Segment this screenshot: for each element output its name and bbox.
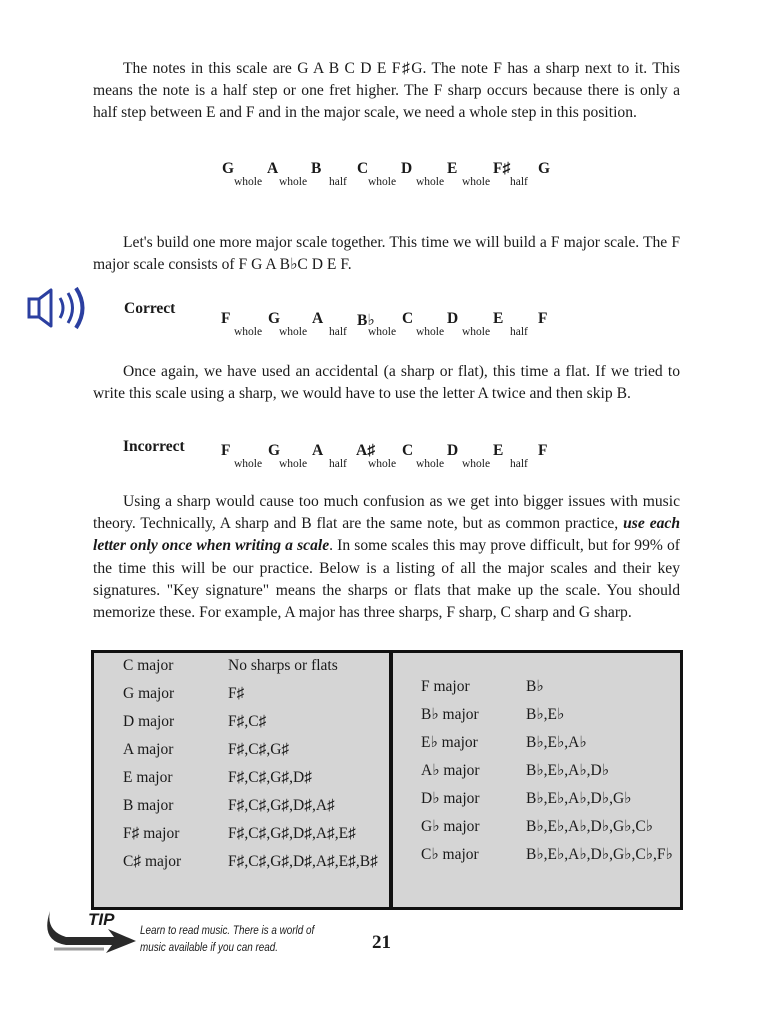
scale-note: F: [538, 442, 548, 459]
tip-label: TIP: [88, 910, 115, 929]
scale-step: whole: [368, 326, 397, 338]
scale-note: C: [402, 310, 414, 327]
key-name: A♭ major: [421, 762, 480, 779]
key-name: C major: [123, 657, 174, 674]
scale-note: E: [493, 442, 504, 459]
scale-step: whole: [462, 176, 491, 188]
key-signature: B♭,E♭,A♭,D♭,G♭,C♭: [526, 818, 653, 835]
scale-step: whole: [416, 176, 445, 188]
paragraph-f-major-intro: Let's build one more major scale together. This time we will build a F major scale. The F major scale consists of F G A B♭C D E F.: [93, 234, 680, 274]
scale-step: whole: [462, 326, 491, 338]
scale-step: whole: [234, 176, 263, 188]
scale-step: whole: [234, 458, 263, 470]
scale-note: F: [538, 310, 548, 327]
scale-note: D: [447, 442, 459, 459]
scale-note: G: [268, 310, 281, 327]
page-number: 21: [372, 932, 391, 953]
key-signature: F♯,C♯,G♯,D♯,A♯: [228, 797, 335, 814]
key-signature: No sharps or flats: [228, 657, 338, 674]
scale-note: C: [357, 160, 369, 177]
key-name: F♯ major: [123, 825, 180, 842]
key-name: E♭ major: [421, 734, 478, 751]
scale-note: E: [447, 160, 458, 177]
paragraph-key-signatures: Using a sharp would cause too much confusion as we get into bigger issues with music theory. Technically, A sharp and B flat are the same note, but as common practice, use each letter only once when writing a scale. In some scales this may prove difficult, but for 99% of the time this will be our practice. Below is a listing of all the major scales and their key signatures. "Key signature" means the sharps or flats that make up the scale. You should memorize these. For example, A major has three sharps, F sharp, C sharp and G sharp.: [93, 493, 681, 622]
scale-note: A: [312, 442, 324, 459]
scale-note: E: [493, 310, 504, 327]
scale-note: B: [311, 160, 322, 177]
scale-note: F: [221, 310, 231, 327]
key-name: D major: [123, 713, 175, 730]
key-signature: B♭: [526, 678, 544, 695]
key-name: F major: [421, 678, 470, 695]
scale-step: whole: [416, 458, 445, 470]
tip-arrow-icon: [44, 905, 138, 959]
scale-f-major-correct: [0, 310, 768, 350]
key-name: G♭ major: [421, 818, 480, 835]
key-name: B♭ major: [421, 706, 479, 723]
scale-step: whole: [279, 326, 308, 338]
scale-step: whole: [368, 458, 397, 470]
key-signature: B♭,E♭,A♭: [526, 734, 587, 751]
key-name: C♭ major: [421, 846, 479, 863]
scale-step: whole: [279, 176, 308, 188]
scale-step: half: [510, 326, 528, 338]
scale-step: whole: [416, 326, 445, 338]
scale-note: A: [267, 160, 279, 177]
paragraph-accidental: Once again, we have used an accidental (a sharp or flat), this time a flat. If we tried to write this scale using a sharp, we would have to use the letter A twice and then skip B.: [93, 363, 680, 403]
table-divider: [389, 653, 393, 907]
scale-note: A: [312, 310, 324, 327]
scale-step: whole: [279, 458, 308, 470]
key-name: E major: [123, 769, 173, 786]
scale-step: half: [510, 458, 528, 470]
incorrect-label: Incorrect: [123, 438, 185, 455]
key-signature: F♯,C♯,G♯,D♯,A♯,E♯: [228, 825, 356, 842]
paragraph-g-major-notes: The notes in this scale are G A B C D E F♯G. The note F has a sharp next to it. This means the note is a half step or one fret higher. The F sharp occurs because there is only a half step between E and F and in the major scale, we need a whole step in this position.: [93, 60, 680, 122]
key-signature-table: [91, 650, 683, 910]
key-name: C♯ major: [123, 853, 182, 870]
key-name: D♭ major: [421, 790, 480, 807]
key-signature: F♯,C♯: [228, 713, 267, 730]
scale-note: D: [401, 160, 413, 177]
key-signature: B♭,E♭: [526, 706, 565, 723]
key-signature: B♭,E♭,A♭,D♭,G♭,C♭,F♭: [526, 846, 673, 863]
scale-note: G: [222, 160, 235, 177]
key-name: A major: [123, 741, 174, 758]
key-name: B major: [123, 797, 174, 814]
key-signature: F♯,C♯,G♯,D♯,A♯,E♯,B♯: [228, 853, 378, 870]
scale-step: half: [329, 458, 347, 470]
scale-note: G: [538, 160, 551, 177]
scale-g-major: [0, 160, 768, 200]
scale-note: D: [447, 310, 459, 327]
key-signature: B♭,E♭,A♭,D♭,G♭: [526, 790, 632, 807]
scale-note: G: [268, 442, 281, 459]
emphasis-rule: use each letter only once when writing a scale: [93, 515, 681, 555]
scale-step: whole: [462, 458, 491, 470]
key-signature: B♭,E♭,A♭,D♭: [526, 762, 610, 779]
key-name: G major: [123, 685, 175, 702]
key-signature: F♯,C♯,G♯,D♯: [228, 769, 312, 786]
scale-step: half: [510, 176, 528, 188]
scale-note: C: [402, 442, 414, 459]
scale-step: half: [329, 326, 347, 338]
scale-note: A♯: [356, 442, 375, 459]
scale-note: F♯: [493, 160, 511, 177]
scale-note: F: [221, 442, 231, 459]
scale-step: whole: [368, 176, 397, 188]
tip-text: Learn to read music. There is a world of music available if you can read.: [140, 925, 315, 954]
scale-f-major-incorrect: [0, 442, 768, 482]
correct-label: Correct: [124, 300, 176, 317]
scale-step: whole: [234, 326, 263, 338]
scale-step: half: [329, 176, 347, 188]
key-signature: F♯: [228, 685, 245, 702]
scale-note: B♭: [357, 312, 375, 329]
key-signature: F♯,C♯,G♯: [228, 741, 290, 758]
